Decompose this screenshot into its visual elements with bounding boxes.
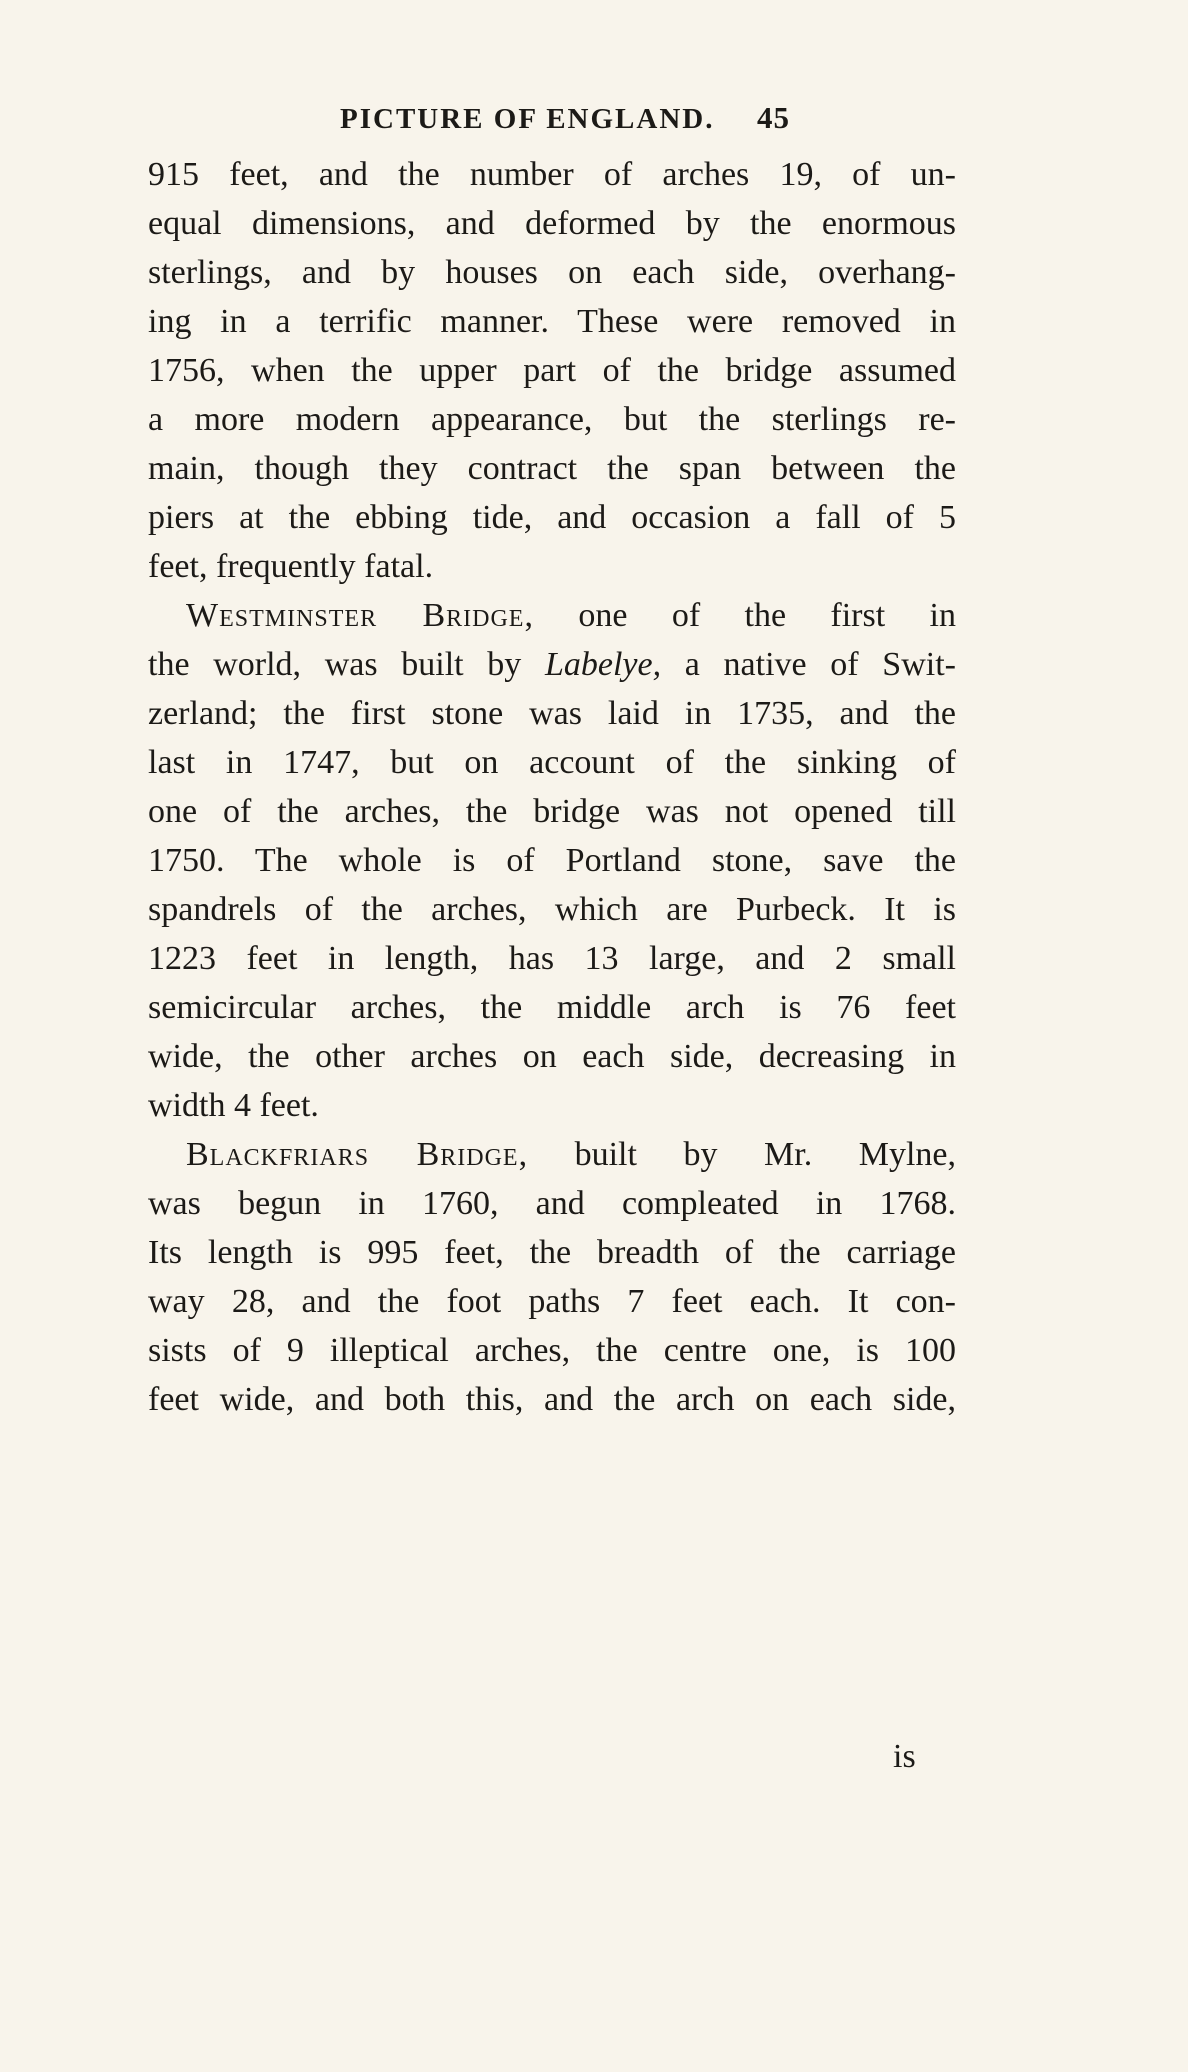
text-line: feet wide, and both this, and the arch on each side, <box>148 1381 956 1418</box>
text-line: zerland; the first stone was laid in 1735, and the <box>148 695 956 732</box>
catchword: is <box>893 1738 916 1775</box>
text-line: spandrels of the arches, which are Purbeck. It is <box>148 891 956 928</box>
text-line: way 28, and the foot paths 7 feet each. It con- <box>148 1283 956 1320</box>
text-line: feet, frequently fatal. <box>148 548 434 585</box>
heading-blackfriars-bridge: Blackfriars Bridge, <box>186 1136 529 1173</box>
page-header <box>340 100 790 136</box>
text-line: one of the arches, the bridge was not opened till <box>148 793 956 830</box>
page-number: 45 <box>757 100 790 135</box>
text-line: Its length is 995 feet, the breadth of the carriage <box>148 1234 956 1271</box>
text-line: main, though they contract the span between the <box>148 450 956 487</box>
text-line: sterlings, and by houses on each side, overhang- <box>148 254 956 291</box>
text-line: equal dimensions, and deformed by the enormous <box>148 205 956 242</box>
running-head: PICTURE OF ENGLAND. <box>340 103 715 135</box>
heading-westminster-bridge: Westminster Bridge, <box>186 597 534 634</box>
text-line: the world, was built by Labelye, a native of Swit- <box>148 646 956 683</box>
text-line: a more modern appearance, but the sterlings re- <box>148 401 956 438</box>
text-line: 1750. The whole is of Portland stone, save the <box>148 842 956 879</box>
text-line: wide, the other arches on each side, decreasing in <box>148 1038 956 1075</box>
architect-name: Labelye, <box>544 646 662 683</box>
paragraph-start-westminster: Westminster Bridge, one of the first in <box>186 597 956 634</box>
text-line: sists of 9 illeptical arches, the centre one, is 100 <box>148 1332 956 1369</box>
paragraph-start-blackfriars: Blackfriars Bridge, built by Mr. Mylne, <box>186 1136 956 1173</box>
text-line: 1223 feet in length, has 13 large, and 2 small <box>148 940 956 977</box>
text-line: piers at the ebbing tide, and occasion a fall of 5 <box>148 499 956 536</box>
text-line: width 4 feet. <box>148 1087 319 1124</box>
text-line: semicircular arches, the middle arch is 76 feet <box>148 989 956 1026</box>
text-line: 1756, when the upper part of the bridge assumed <box>148 352 956 389</box>
text-line: was begun in 1760, and compleated in 1768. <box>148 1185 956 1222</box>
text-line: 915 feet, and the number of arches 19, of un- <box>148 156 956 193</box>
body-text <box>148 150 956 1424</box>
text-line: ing in a terrific manner. These were removed in <box>148 303 956 340</box>
text-line: last in 1747, but on account of the sinking of <box>148 744 956 781</box>
